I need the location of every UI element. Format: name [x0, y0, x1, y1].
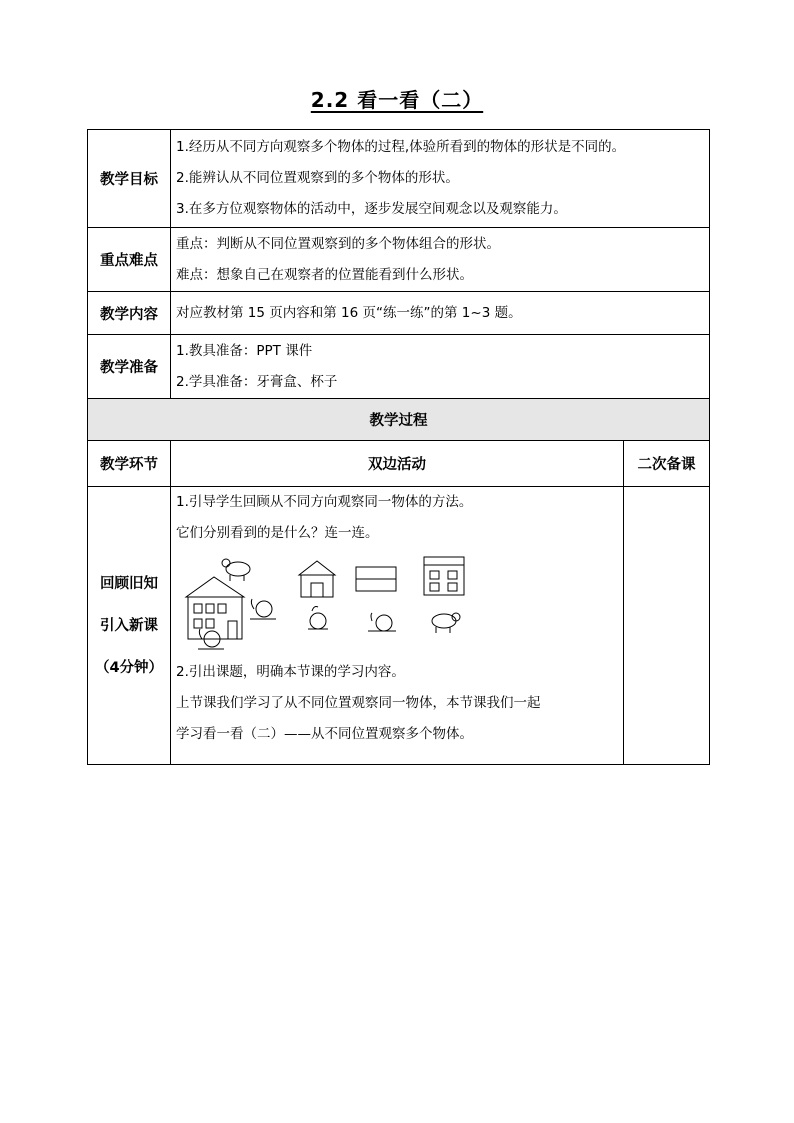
stage1-label [88, 487, 171, 765]
sheep-icon [432, 613, 460, 633]
house-front-view-icon [299, 561, 335, 597]
column-notes: 二次备课 [624, 441, 710, 487]
preparation-item: 2.学具准备：牙膏盒、杯子 [176, 373, 338, 390]
preparation-label: 教学准备 [88, 335, 171, 399]
stage1-notes-cell [624, 487, 710, 765]
process-header-row [88, 399, 710, 441]
objectives-cell [171, 130, 710, 228]
content-cell [171, 292, 710, 335]
activity-line: 学习看一看（二）——从不同位置观察多个物体。 [176, 726, 473, 742]
sheep-icon [222, 559, 250, 581]
preparation-row [88, 335, 710, 399]
matching-exercise-figure [176, 549, 466, 657]
stage1-label-line: 引入新课 [100, 617, 158, 634]
key-points-cell [171, 228, 710, 292]
stage1-row [88, 487, 710, 765]
stage1-activity-cell [171, 487, 624, 765]
column-activity: 双边活动 [171, 441, 624, 487]
snail-icon [308, 607, 328, 630]
activity-line: 上节课我们学习了从不同位置观察同一物体，本节课我们一起 [176, 695, 541, 711]
key-point-item: 难点：想象自己在观察者的位置能看到什么形状。 [176, 266, 473, 283]
objective-item: 1.经历从不同方向观察多个物体的过程,体验所看到的物体的形状是不同的。 [176, 139, 626, 155]
house-side-view-icon [356, 567, 396, 591]
content-label: 教学内容 [88, 292, 171, 335]
house-icon [186, 577, 244, 639]
page-title [0, 84, 794, 113]
content-text: 对应教材第 15 页内容和第 16 页“练一练”的第 1~3 题。 [176, 304, 522, 321]
objective-item: 2.能辨认从不同位置观察到的多个物体的形状。 [176, 170, 459, 186]
activity-line: 它们分别看到的是什么？连一连。 [176, 525, 379, 541]
activity-line: 1.引导学生回顾从不同方向观察同一物体的方法。 [176, 494, 473, 510]
stage1-label-line: （4分钟） [94, 659, 164, 676]
lesson-plan-table [87, 129, 710, 765]
objectives-row [88, 130, 710, 228]
objectives-label: 教学目标 [88, 130, 171, 228]
content-row [88, 292, 710, 335]
preparation-cell [171, 335, 710, 399]
activity-line: 2.引出课题，明确本节课的学习内容。 [176, 664, 405, 680]
column-stage: 教学环节 [88, 441, 171, 487]
objective-item: 3.在多方位观察物体的活动中，逐步发展空间观念以及观察能力。 [176, 201, 567, 217]
matching-exercise-figure-art [176, 549, 466, 657]
column-header-row [88, 441, 710, 487]
snail-icon [368, 613, 396, 631]
key-point-item: 重点：判断从不同位置观察到的多个物体组合的形状。 [176, 235, 500, 252]
page-title-text: 2.2 看一看（二） [310, 88, 484, 112]
house-back-view-icon [424, 557, 464, 595]
preparation-item: 1.教具准备：PPT 课件 [176, 342, 313, 359]
process-header: 教学过程 [88, 399, 710, 441]
key-points-row [88, 228, 710, 292]
stage1-label-line: 回顾旧知 [100, 575, 158, 592]
key-points-label: 重点难点 [88, 228, 171, 292]
snail-icon [250, 599, 276, 619]
